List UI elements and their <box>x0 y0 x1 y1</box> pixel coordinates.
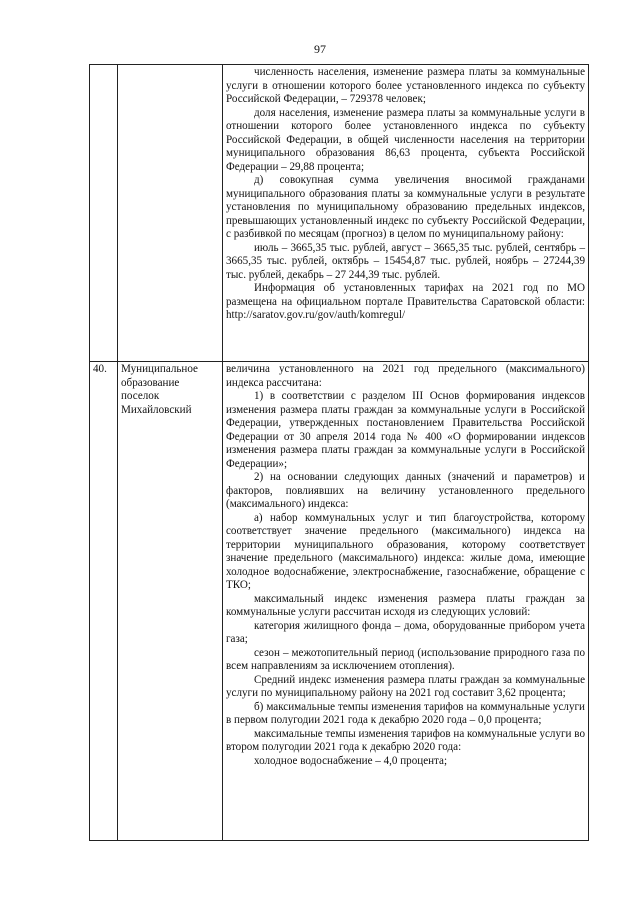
paragraph: 2) на основании следующих данных (значений и параметров) и факторов, повлиявших на величину установленного предельного (максимального) индекса: <box>226 471 585 510</box>
paragraph: холодное водоснабжение – 4,0 процента; <box>254 754 448 767</box>
municipality-line: Михайловский <box>121 403 192 416</box>
paragraph: а) набор коммунальных услуг и тип благоустройства, которому соответствует значение предельного (максимального) индекса на территории муниципального образования, которому соответствует значение предельного (максимального) индекса: жилые дома, имеющие холодное водоснабжение, электроснабжение, газоснабжение, обращение с ТКО; <box>226 511 585 591</box>
content-cell <box>223 362 589 841</box>
content-cell <box>223 65 589 362</box>
paragraph: 1) в соответствии с разделом III Основ формирования индексов изменения размера платы граждан за коммунальные услуги в Российской Федерации, утвержденных постановлением Правительства Российской Федерации от 30 апреля 2014 года № 400 «О формировании индексов изменения размера платы граждан за коммунальные услуги в Российской Федерации»; <box>226 390 585 470</box>
paragraph: июль – 3665,35 тыс. рублей, август – 3665,35 тыс. рублей, сентябрь – 3665,35 тыс. рублей, октябрь – 15454,87 тыс. рублей, ноябрь – 27244,39 тыс. рублей, декабрь – 27 244,39 тыс. рублей. <box>226 241 585 281</box>
paragraph: категория жилищного фонда – дома, оборудованные прибором учета газа; <box>226 619 585 645</box>
table-row-continued <box>90 65 589 362</box>
paragraph: б) максимальные темпы изменения тарифов на коммунальные услуги в первом полугодии 2021 года к декабрю 2020 года – 0,0 процента; <box>226 700 585 726</box>
municipality-cell <box>118 65 223 362</box>
paragraph: Средний индекс изменения размера платы граждан за коммунальные услуги по муниципальному району на 2021 год составит 3,62 процента; <box>226 673 585 699</box>
paragraph: максимальный индекс изменения размера платы граждан за коммунальные услуги рассчитан исходя из следующих условий: <box>226 592 585 618</box>
row-number-cell <box>90 65 118 362</box>
tariff-table <box>89 64 589 841</box>
page-number: 97 <box>314 42 326 56</box>
row-number-cell: 40. <box>90 362 118 841</box>
municipality-line: поселок <box>121 390 160 402</box>
municipality-line: образование <box>121 376 180 389</box>
paragraph: сезон – межотопительный период (использование природного газа по всем направлениям за исключением отопления). <box>226 646 585 672</box>
paragraph: д) совокупная сумма увеличения вносимой гражданами муниципального образования платы за коммунальные услуги в результате установления по муниципальному образованию предельных индексов, превышающих установленный индекс по субъекту Российской Федерации, с разбивкой по месяцам (прогноз) в целом по муниципальному району: <box>226 174 585 240</box>
municipality-cell <box>118 362 223 841</box>
table-row-40 <box>90 362 589 841</box>
paragraph: Информация об установленных тарифах на 2021 год по МО размещена на официальном портале Правительства Саратовской области: http://saratov.gov.ru/gov/auth/komregul/ <box>226 282 585 321</box>
paragraph: величина установленного на 2021 год предельного (максимального) индекса рассчитана: <box>226 363 585 389</box>
paragraph: численность населения, изменение размера платы за коммунальные услуги в отношении которого более установленного индекса по субъекту Российской Федерации, – 729378 человек; <box>226 66 585 105</box>
paragraph: доля населения, изменение размера платы за коммунальные услуги в отношении которого более установленного индекса по субъекту Российской Федерации, в общей численности населения на территории муниципального образования 86,63 процента, субъекта Российской Федерации – 29,88 процента; <box>226 106 585 173</box>
paragraph: максимальные темпы изменения тарифов на коммунальные услуги во втором полугодии 2021 года к декабрю 2020 года: <box>226 727 585 753</box>
municipality-line: Муниципальное <box>121 363 198 375</box>
